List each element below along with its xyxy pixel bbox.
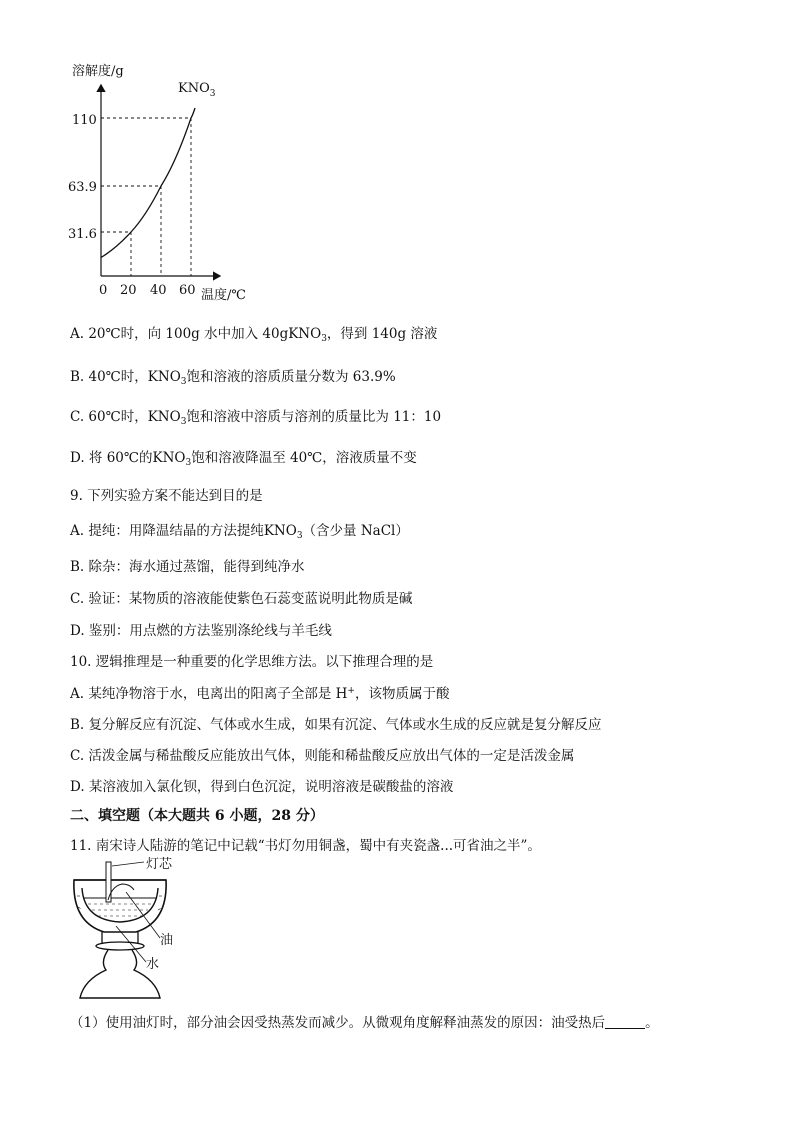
- q10-option-a: A. 某纯净物溶于水，电离出的阳离子全部是 H+，该物质属于酸: [70, 686, 450, 702]
- oil-label: 油: [160, 933, 174, 948]
- guide-lines: [101, 118, 191, 276]
- q8-option-c: C. 60℃时，$KNO_3$饱和溶液中溶质与溶剂的质量比为 11：10: [70, 409, 442, 427]
- q11-sub1: （1）使用油灯时，部分油会因受热蒸发而减少。从微观角度解释油蒸发的原因：油受热后 。: [70, 1015, 659, 1031]
- wick-label: 灯芯: [146, 857, 173, 872]
- q8-option-b: B. 40℃时，$KNO_3$饱和溶液的溶质质量分数为 63.9%: [70, 369, 396, 387]
- y-tick-110: 110: [72, 113, 97, 128]
- q10-option-d: D. 某溶液加入氯化钡，得到白色沉淀，说明溶液是碳酸盐的溶液: [70, 779, 454, 795]
- answer-blank[interactable]: [605, 1016, 645, 1029]
- kno3-curve: [101, 108, 195, 257]
- oil-lamp-diagram: [68, 852, 198, 1002]
- y-tick-63-9: 63.9: [68, 180, 97, 195]
- y-axis-label: 溶解度/g: [72, 64, 124, 79]
- q9-option-a: A. 提纯：用降温结晶的方法提纯$KNO_3$（含少量 NaCl）: [70, 523, 409, 541]
- q10-option-b: B. 复分解反应有沉淀、气体或水生成，如果有沉淀、气体或水生成的反应就是复分解反应: [70, 717, 602, 733]
- x-tick-40: 40: [150, 283, 167, 298]
- x-axis-label: 温度/℃: [201, 288, 246, 303]
- q8-option-a: A. 20℃时，向 100g 水中加入 40gKNO$_3$，得到 140g 溶液: [70, 326, 438, 344]
- q8-option-d: D. 将 60℃的$KNO_3$饱和溶液降温至 40℃，溶液质量不变: [70, 450, 417, 468]
- q9-option-d: D. 鉴别：用点燃的方法鉴别涤纶线与羊毛线: [70, 623, 332, 639]
- solubility-chart: [60, 55, 280, 305]
- x-tick-60: 60: [179, 283, 196, 298]
- q11-stem: 11. 南宋诗人陆游的笔记中记载“书灯勿用铜盏，蜀中有夹瓷盏...可省油之半”。: [70, 838, 541, 854]
- q9-stem: 9. 下列实验方案不能达到目的是: [70, 488, 263, 504]
- q9-option-b: B. 除杂：海水通过蒸馏，能得到纯净水: [70, 559, 305, 575]
- q10-stem: 10. 逻辑推理是一种重要的化学思维方法。以下推理合理的是: [70, 654, 434, 670]
- origin-label: 0: [99, 283, 108, 298]
- section-heading: 二、填空题（本大题共 6 小题，28 分）: [70, 808, 324, 824]
- wick-icon: [106, 862, 111, 902]
- curve-label: $KNO_3$: [178, 81, 216, 99]
- lamp-inner-bowl: [82, 888, 158, 922]
- q9-option-c: C. 验证：某物质的溶液能使紫色石蕊变蓝说明此物质是碱: [70, 591, 413, 607]
- q10-option-c: C. 活泼金属与稀盐酸反应能放出气体，则能和稀盐酸反应放出气体的一定是活泼金属: [70, 748, 575, 764]
- water-label: 水: [146, 957, 160, 972]
- x-tick-20: 20: [120, 283, 137, 298]
- y-tick-31-6: 31.6: [68, 227, 97, 242]
